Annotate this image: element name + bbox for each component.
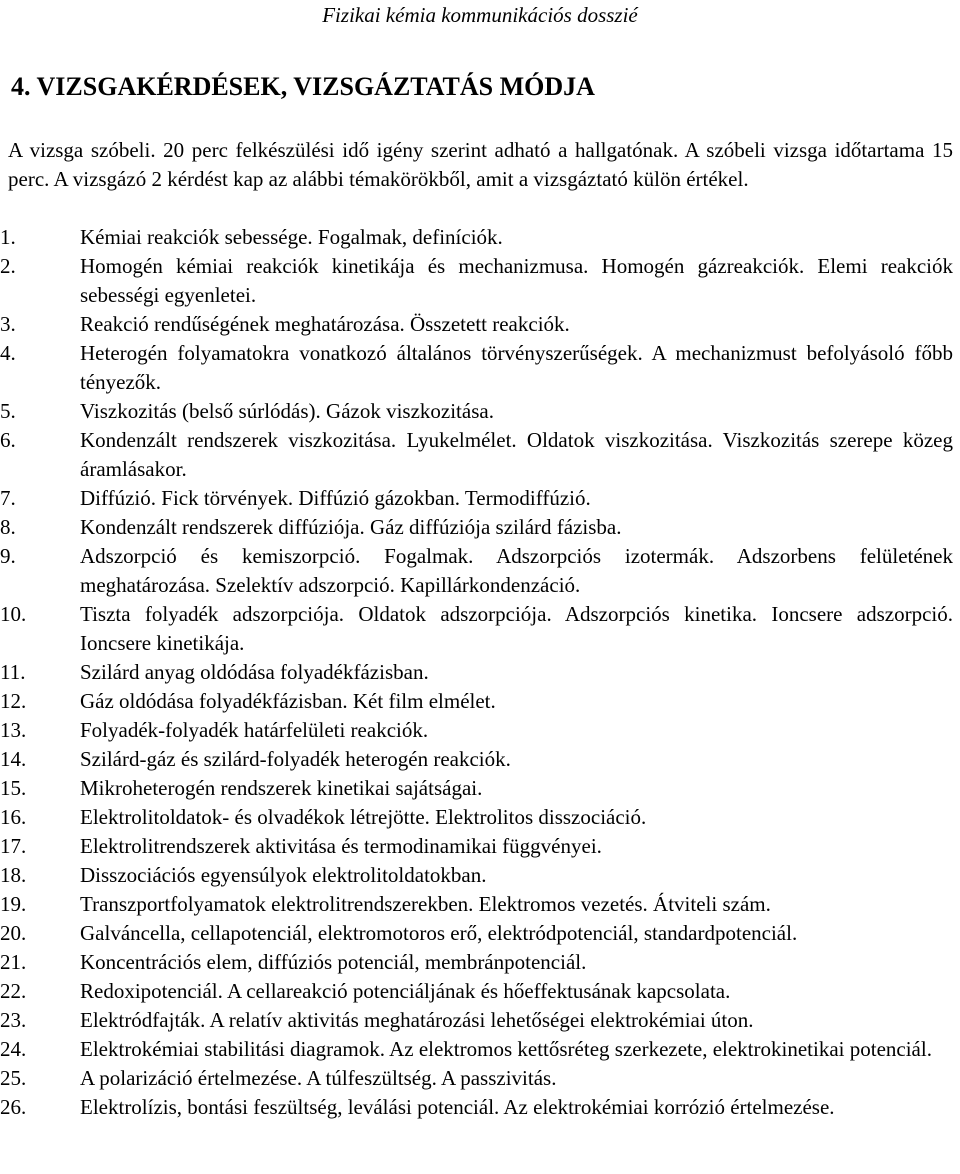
topic-number: 13.: [0, 718, 27, 742]
exam-topic-item: [0, 1093, 953, 1122]
exam-topic-item: [0, 977, 953, 1006]
exam-topic-item: [0, 513, 953, 542]
topic-number: 23.: [0, 1008, 27, 1032]
topic-number: 21.: [0, 950, 27, 974]
topic-text: Viszkozitás (belső súrlódás). Gázok viszkozitása.: [80, 399, 494, 423]
exam-topic-item: [0, 774, 953, 803]
exam-topic-item: [0, 716, 953, 745]
topic-number: 25.: [0, 1066, 27, 1090]
topic-text: Elektrolitrendszerek aktivitása és termodinamikai függvényei.: [80, 834, 602, 858]
topic-text: Galváncella, cellapotenciál, elektromotoros erő, elektródpotenciál, standardpotenciál.: [80, 921, 798, 945]
topic-text: Elektrolitoldatok- és olvadékok létrejötte. Elektrolitos disszociáció.: [80, 805, 647, 829]
topic-text: Folyadék-folyadék határfelületi reakciók.: [80, 718, 429, 742]
topic-number: 7.: [0, 486, 16, 510]
topic-text: Heterogén folyamatokra vonatkozó általános törvényszerűségek. A mechanizmust befolyásoló főbb tényezők.: [80, 341, 953, 394]
intro-paragraph: A vizsga szóbeli. 20 perc felkészülési idő igény szerint adható a hallgatónak. A szóbeli vizsga időtartama 15 perc. A vizsgázó 2 kérdést kap az alábbi témakörökből, amit a vizsgáztató külön értékel.: [8, 138, 953, 191]
running-header: Fizikai kémia kommunikációs dosszié: [322, 3, 638, 27]
exam-topic-item: [0, 832, 953, 861]
exam-topic-item: [0, 252, 953, 310]
exam-topic-item: [0, 861, 953, 890]
topic-text: Elektrolízis, bontási feszültség, leválási potenciál. Az elektrokémiai korrózió értelmezése.: [80, 1095, 835, 1119]
exam-topic-item: [0, 426, 953, 484]
topic-text: Tiszta folyadék adszorpciója. Oldatok adszorpciója. Adszorpciós kinetika. Ioncsere adszorpció. Ioncsere kinetikája.: [80, 602, 953, 655]
topic-number: 16.: [0, 805, 27, 829]
topic-text: Szilárd anyag oldódása folyadékfázisban.: [80, 660, 429, 684]
topic-text: Adszorpció és kemiszorpció. Fogalmak. Adszorpciós izotermák. Adszorbens felületének meghatározása. Szelektív adszorpció. Kapillárkondenzáció.: [80, 544, 953, 597]
topic-number: 1.: [0, 225, 16, 249]
exam-topic-item: [0, 745, 953, 774]
topic-text: Kondenzált rendszerek viszkozitása. Lyukelmélet. Oldatok viszkozitása. Viszkozitás szerepe közeg áramlásakor.: [80, 428, 953, 481]
topic-number: 19.: [0, 892, 27, 916]
exam-topic-item: [0, 803, 953, 832]
topic-text: Diffúzió. Fick törvények. Diffúzió gázokban. Termodiffúzió.: [80, 486, 591, 510]
topic-text: Mikroheterogén rendszerek kinetikai sajátságai.: [80, 776, 483, 800]
topic-text: Elektrokémiai stabilitási diagramok. Az elektromos kettősréteg szerkezete, elektrokinetikai potenciál.: [80, 1037, 932, 1061]
topic-text: Homogén kémiai reakciók kinetikája és mechanizmusa. Homogén gázreakciók. Elemi reakciók sebességi egyenletei.: [80, 254, 953, 307]
exam-topic-item: [0, 223, 953, 252]
exam-topic-list: [0, 223, 960, 1122]
topic-text: Elektródfajták. A relatív aktivitás meghatározási lehetőségei elektrokémiai úton.: [80, 1008, 754, 1032]
exam-topic-item: [0, 310, 953, 339]
topic-number: 2.: [0, 254, 16, 278]
exam-topic-item: [0, 600, 953, 658]
topic-number: 22.: [0, 979, 27, 1003]
exam-topic-item: [0, 1006, 953, 1035]
topic-number: 8.: [0, 515, 16, 539]
topic-number: 11.: [0, 660, 26, 684]
topic-number: 17.: [0, 834, 27, 858]
topic-number: 10.: [0, 602, 27, 626]
section-heading: 4. VIZSGAKÉRDÉSEK, VIZSGÁZTATÁS MÓDJA: [11, 72, 595, 101]
topic-text: Gáz oldódása folyadékfázisban. Két film elmélet.: [80, 689, 496, 713]
topic-text: Szilárd-gáz és szilárd-folyadék heterogén reakciók.: [80, 747, 511, 771]
exam-topic-item: [0, 1035, 953, 1064]
topic-text: Kémiai reakciók sebessége. Fogalmak, definíciók.: [80, 225, 503, 249]
topic-text: A polarizáció értelmezése. A túlfeszültség. A passzivitás.: [80, 1066, 557, 1090]
exam-topic-item: [0, 484, 953, 513]
topic-text: Disszociációs egyensúlyok elektrolitoldatokban.: [80, 863, 487, 887]
exam-topic-item: [0, 542, 953, 600]
topic-number: 14.: [0, 747, 27, 771]
topic-text: Reakció rendűségének meghatározása. Összetett reakciók.: [80, 312, 570, 336]
topic-number: 9.: [0, 544, 16, 568]
exam-topic-item: [0, 397, 953, 426]
topic-number: 12.: [0, 689, 27, 713]
topic-text: Redoxipotenciál. A cellareakció potenciáljának és hőeffektusának kapcsolata.: [80, 979, 731, 1003]
exam-topic-item: [0, 339, 953, 397]
exam-topic-item: [0, 658, 953, 687]
exam-topic-item: [0, 948, 953, 977]
exam-topic-item: [0, 919, 953, 948]
topic-number: 6.: [0, 428, 16, 452]
topic-number: 5.: [0, 399, 16, 423]
topic-text: Kondenzált rendszerek diffúziója. Gáz diffúziója szilárd fázisba.: [80, 515, 622, 539]
exam-topic-item: [0, 890, 953, 919]
topic-number: 24.: [0, 1037, 27, 1061]
topic-text: Transzportfolyamatok elektrolitrendszerekben. Elektromos vezetés. Átviteli szám.: [80, 892, 771, 916]
exam-topic-item: [0, 1064, 953, 1093]
topic-number: 3.: [0, 312, 16, 336]
topic-number: 20.: [0, 921, 27, 945]
topic-number: 15.: [0, 776, 27, 800]
topic-text: Koncentrációs elem, diffúziós potenciál, membránpotenciál.: [80, 950, 587, 974]
topic-number: 4.: [0, 341, 16, 365]
topic-number: 26.: [0, 1095, 27, 1119]
exam-topic-item: [0, 687, 953, 716]
topic-number: 18.: [0, 863, 27, 887]
